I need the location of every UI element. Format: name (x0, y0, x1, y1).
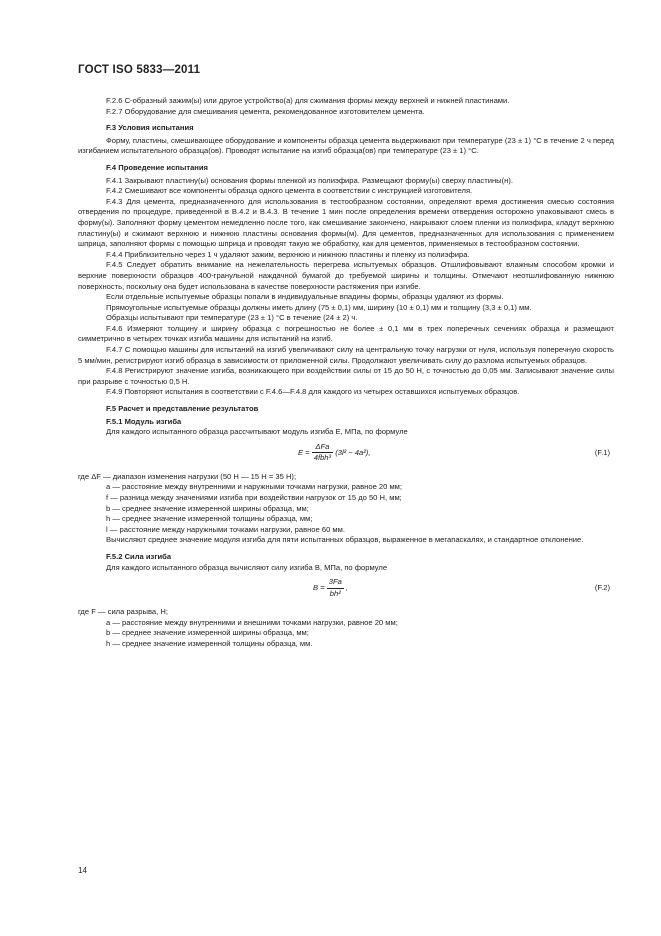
paragraph-f45: F.4.5 Следует обратить внимание на нежелательность перегрева испытуемых образцов. Отшлифовывают влажным способом кромки и верхние поверхности образцов 400-гранульной наждачной бумагой до требуемой ширины и толщины. Отмечают неотшлифованную нижнюю поверхность, поскольку она будет использована в качестве поверхности растяжения при изгибе. (78, 260, 614, 291)
paragraph-f49: F.4.9 Повторяют испытания в соответствии с F.4.6—F.4.8 для каждого из четырех оставшихся испытуемых образцов. (106, 387, 520, 397)
formula-f1-fraction (312, 442, 333, 464)
formula-f1-lhs: E = (298, 447, 310, 457)
paragraph-f42: F.4.2 Смешивают все компоненты образца одного цемента в соответствии с инструкцией изготовителя. (106, 186, 473, 196)
where-f2-3: h — среднее значение измеренной толщины образца, мм. (106, 638, 313, 648)
where-f2-1: a — расстояние между внутренними и внешними точками нагрузки, равное 20 мм; (106, 617, 398, 627)
section-f4-title: F.4 Проведение испытания (106, 162, 208, 172)
formula-f2-fraction (327, 577, 344, 599)
paragraph-f3: Форму, пластины, смешивающее оборудование и компоненты образца цемента выдерживают при температуре (23 ± 1) °С в течение 2 ч перед изгибанием испытательного образца(ов). Проводят испытание на изгиб образца(ов) при температуре (23 ± 1) °С. (78, 135, 614, 156)
paragraph-f43: F.4.3 Для цемента, предназначенного для использования в тестообразном состоянии, определяют время достижения смесью состояния отвердения по процедуре, приведенной в В.4.2 и В.4.3. В течение 1 мин после определения времени отвердения осторожно упаковывают смесь в форму(ы). Заполняют форму цементом немедленно после того, как смешивание закончено, накрывают слоем пленки из полиэфира, кладут верхнюю пластину(ы) и сжимают верхнюю и нижнюю пластины основания формы(м). Для цементов, предназначенных для использования с применением шприца, заполняют формы с помощью шприца и проводят такую же обработку, как для цементов, применяемых в тестообразном состоянии. (78, 196, 614, 249)
formula-f1-expression (298, 442, 370, 464)
document-header: ГОСТ ISO 5833—2011 (78, 64, 201, 76)
formula-f2-lhs: B = (313, 583, 325, 593)
formula-f2-number: (F.2) (594, 583, 610, 593)
paragraph-f45d: Образцы испытывают при температуре (23 ± 1) °С в течение (24 ± 2) ч. (106, 313, 358, 323)
page-number: 14 (78, 866, 87, 875)
paragraph-f45b: Если отдельные испытуемые образцы попали в индивидуальные впадины формы, образцы удаляют из формы. (106, 292, 504, 302)
paragraph-f48: F.4.8 Регистрируют значение изгиба, возникающего при воздействии силы от 15 до 50 Н, с точностью до 0,05 мм. Записывают значение силы при разрыве с точностью 0,5 Н. (78, 366, 614, 386)
document-body (78, 96, 614, 650)
formula-f1-rest: (3l² − 4a²), (335, 447, 371, 457)
where-f1-0: где ΔF — диапазон изменения нагрузки (50 Н — 15 Н = 35 Н); (78, 471, 297, 481)
paragraph-f51-average: Вычисляют среднее значение модуля изгиба для пяти испытанных образцов, выраженное в мегапаскалях, и стандартное отклонение. (106, 535, 584, 545)
where-f1-1: a — расстояние между внутренними и наружными точками нагрузки, равное 20 мм; (106, 482, 403, 492)
formula-f2-numerator: 3Fa (327, 577, 344, 589)
where-f1-2: f — разница между значениями изгиба при воздействии нагрузок от 15 до 50 Н, мм; (106, 493, 402, 502)
paragraph-f41: F.4.1 Закрывают пластину(ы) основания формы пленкой из полиэфира. Размещают форму(ы) сверху пластины(н). (106, 175, 513, 185)
formula-f2-denominator: bh² (329, 588, 341, 598)
paragraph-f45c: Прямоугольные испытуемые образцы должны иметь длину (75 ± 0,1) мм, ширину (10 ± 0,1) мм и толщину (3,3 ± 0,1) мм. (106, 302, 532, 312)
where-f1-3: b — среднее значение измеренной ширины образца, мм; (106, 503, 309, 513)
formula-f1-numerator: ΔFa (312, 442, 333, 454)
where-f1-5: l — расстояние между наружными точками нагрузки, равное 60 мм. (106, 524, 345, 534)
where-f2-0: где F — сила разрыва, Н; (78, 607, 168, 617)
paragraph-f44: F.4.4 Приблизительно через 1 ч удаляют зажим, верхнюю и нижнюю пластины и пленку из полиэфира. (106, 249, 470, 259)
where-f2-2: b — среднее значение измеренной ширины образца, мм; (106, 628, 309, 638)
section-f51-title: F.5.1 Модуль изгиба (106, 416, 182, 426)
formula-f2-expression (313, 577, 348, 599)
paragraph-f52: Для каждого испытанного образца вычисляют силу изгиба B, МПа, по формуле (106, 562, 388, 572)
paragraph-f47: F.4.7 С помощью машины для испытаний на изгиб увеличивают силу на центральную точку нагрузки от нуля, используя поперечную скорость 5 мм/мин, регистрируют изгиб образца в зависимости от приложенной силы. Продолжают увеличивать силу до разлома испытуемых образцов. (78, 345, 614, 365)
paragraph-f27: F.2.7 Оборудование для смешивания цемента, рекомендованное изготовителем цемента. (106, 106, 425, 116)
formula-f1 (78, 440, 614, 470)
paragraph-f51: Для каждого испытанного образца рассчитывают модуль изгиба E, МПа, по формуле (106, 427, 408, 437)
section-f3-title: F.3 Условия испытания (106, 123, 194, 133)
formula-f1-number: (F.1) (594, 447, 610, 457)
formula-f2 (78, 575, 614, 605)
formula-f2-rest: , (345, 583, 349, 593)
formula-f1-denominator: 4fbh³ (313, 453, 332, 463)
section-f5-title: F.5 Расчет и представление результатов (106, 404, 259, 414)
section-f52-title: F.5.2 Сила изгиба (106, 551, 172, 561)
paragraph-f26: F.2.6 С-образный зажим(ы) или другое устройство(а) для сжимания формы между верхней и нижней пластинами. (106, 96, 510, 105)
where-f1-4: h — среднее значение измеренной толщины образца, мм; (106, 514, 313, 524)
paragraph-f46: F.4.6 Измеряют толщину и ширину образца с погрешностью не более ± 0,1 мм в трех поперечных сечениях образца и размещают симметрично в четырех точках изгиба машины для испытаний на изгиб. (78, 323, 614, 344)
